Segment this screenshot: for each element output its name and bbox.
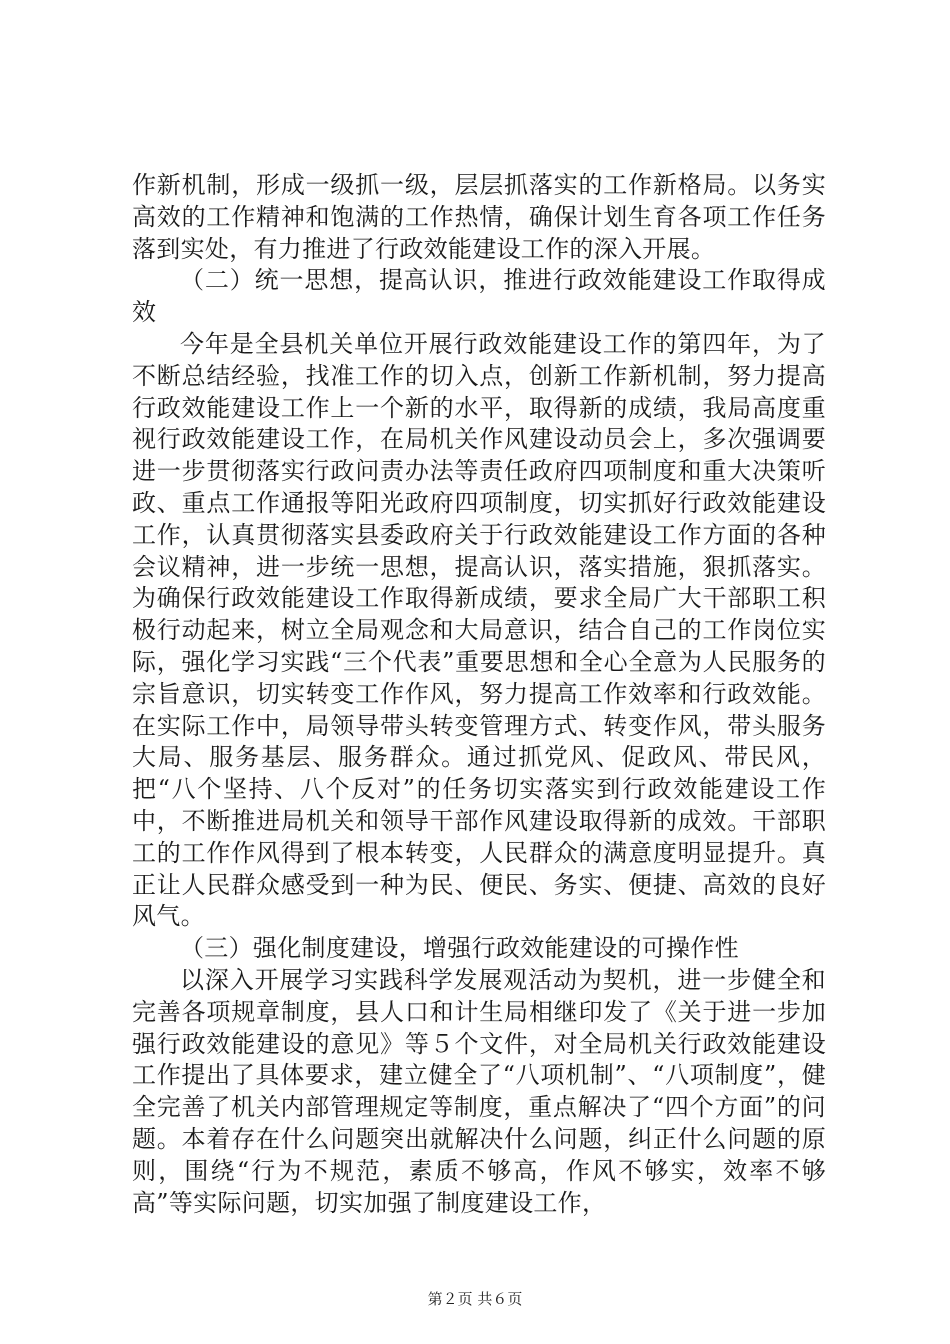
paragraph-section-2: 今年是全县机关单位开展行政效能建设工作的第四年，为了不断总结经验，找准工作的切入点，创新工作新机制，努力提高行政效能建设工作上一个新的水平，取得新的成绩，我局高度重视行政效能建设工作，在局机关作风建设动员会上，多次强调要进一步贯彻落实行政问责办法等责任政府四项制度和重大决策听政、重点工作通报等阳光政府四项制度，切实抓好行政效能建设工作，认真贯彻落实县委政府关于行政效能建设工作方面的各种会议精神，进一步统一思想，提高认识，落实措施，狠抓落实。为确保行政效能建设工作取得新成绩，要求全局广大干部职工积极行动起来，树立全局观念和大局意识，结合自己的工作岗位实际，强化学习实践“三个代表”重要思想和全心全意为人民服务的宗旨意识，切实转变工作作风，努力提高工作效率和行政效能。在实际工作中，局领导带头转变管理方式、转变作风，带头服务大局、服务基层、服务群众。通过抓党风、促政风、带民风，把“八个坚持、八个反对”的任务切实落实到行政效能建设工作中，不断推进局机关和领导干部作风建设取得新的成效。干部职工的工作作风得到了根本转变，人民群众的满意度明显提升。真正让人民群众感受到一种为民、便民、务实、便捷、高效的良好风气。 [132, 329, 826, 931]
page-number-footer: 第２页 共６页 [427, 1290, 523, 1308]
document-body [132, 170, 826, 1219]
section-heading-3: （三）强化制度建设，增强行政效能建设的可操作性 [180, 934, 739, 963]
section-heading-2: （二）统一思想，提高认识，推进行政效能建设工作取得成效 [132, 266, 826, 327]
paragraph-section-3: 以深入开展学习实践科学发展观活动为契机，进一步健全和完善各项规章制度，县人口和计生局相继印发了《关于进一步加强行政效能建设的意见》等５个文件，对全局机关行政效能建设工作提出了具体要求，建立健全了“八项机制”、“八项制度”，健全完善了机关内部管理规定等制度，重点解决了“四个方面”的问题。本着存在什么问题突出就解决什么问题，纠正什么问题的原则，围绕“行为不规范，素质不够高，作风不够实，效率不够高”等实际问题，切实加强了制度建设工作， [132, 965, 826, 1217]
paragraph-continuation: 作新机制，形成一级抓一级，层层抓落实的工作新格局。以务实高效的工作精神和饱满的工作热情，确保计划生育各项工作任务落到实处，有力推进了行政效能建设工作的深入开展。 [132, 171, 826, 263]
